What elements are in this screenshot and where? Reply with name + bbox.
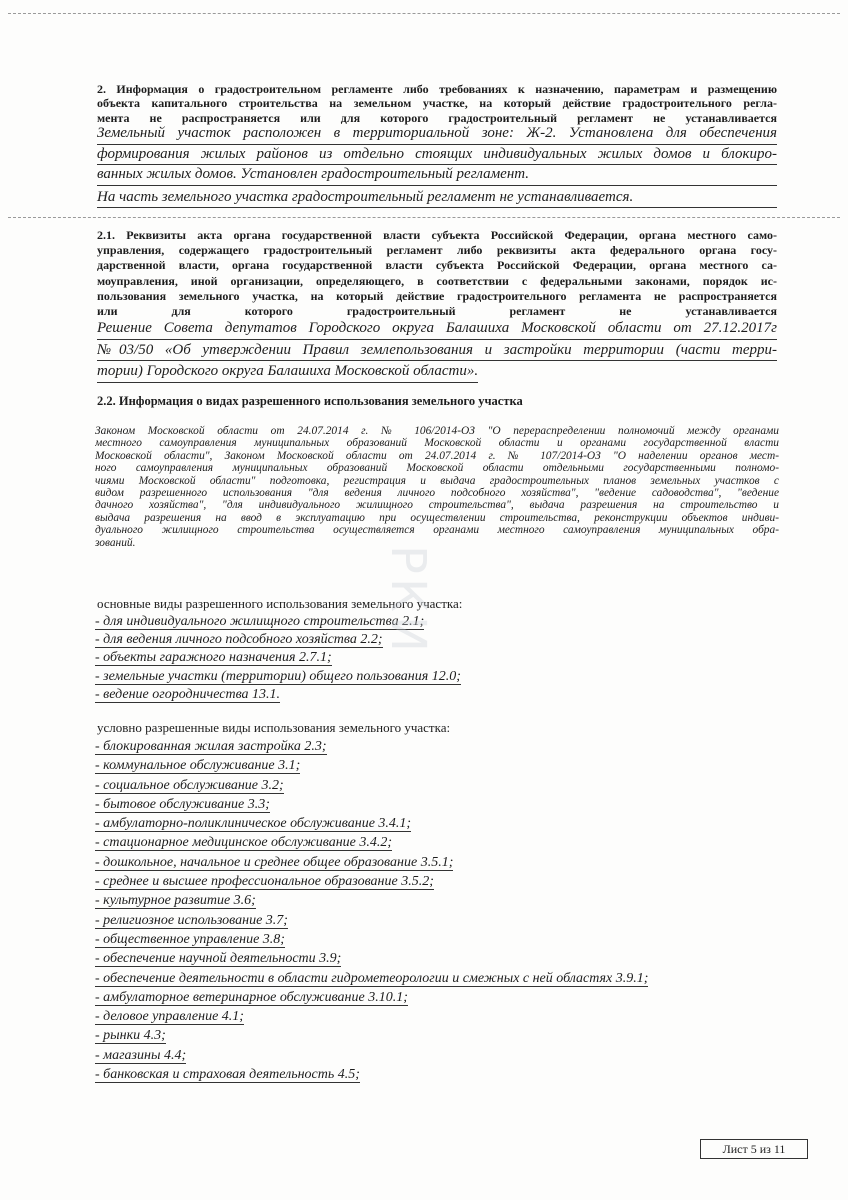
list-item: - обеспечение деятельности в области гидрометеорологии и смежных с ней областях 3.9.1; (95, 970, 649, 986)
list-item: - рынки 4.3; (95, 1028, 166, 1044)
list-item: - религиозное использование 3.7; (95, 912, 288, 928)
section-2-1-line: дарственной власти, органа государственной власти субъекта Российской Федерации, органа местного са- (97, 258, 777, 273)
list-item: - бытовое обслуживание 3.3; (95, 796, 270, 812)
list-item: - объекты гаражного назначения 2.7.1; (95, 650, 332, 666)
list-item: - для индивидуального жилищного строительства 2.1; (95, 614, 425, 629)
list-item: - земельные участки (территории) общего пользования 12.0; (95, 668, 461, 684)
list-item: - среднее и высшее профессиональное образование 3.5.2; (95, 874, 434, 890)
list-item: - блокированная жилая застройка 2.3; (95, 739, 327, 754)
law-line: Московской области", Законом Московской области от 24.07.2014 г. № 107/2014-ОЗ "О наделении органов мест- (95, 449, 779, 462)
list-item: - деловое управление 4.1; (95, 1009, 244, 1025)
section-2-1-line: или для которого градостроительный регламент не устанавливается (97, 304, 777, 319)
law-line: зований. (95, 536, 136, 549)
conditional-uses-heading: условно разрешенные виды использования земельного участка: (97, 720, 451, 735)
section-2-line: мента не распространяется или для которого градостроительный регламент не устанавливается (97, 110, 777, 125)
list-item: - ведение огородничества 13.1. (95, 686, 281, 702)
top-divider (8, 13, 840, 14)
sheet-number-box: Лист 5 из 11 (700, 1139, 808, 1159)
main-uses-heading: основные виды разрешенного использования земельного участка: (97, 596, 463, 611)
list-item: - магазины 4.4; (95, 1047, 187, 1063)
watermark: РКИ (380, 545, 436, 656)
list-item: - стационарное медицинское обслуживание 3.4.2; (95, 835, 393, 851)
law-line: выдача разрешения на ввод в эксплуатацию при осуществлении строительства, реконструкции объектов индиви- (95, 511, 779, 524)
list-item: - амбулаторно-поликлиническое обслуживание 3.4.1; (95, 816, 412, 832)
list-item: - дошкольное, начальное и среднее общее образование 3.5.1; (95, 854, 454, 870)
law-line: местного самоуправления муниципальных образований Московской области и органами государственной власти (95, 437, 779, 450)
section-2-line: объекта капитального строительства на земельном участке, на который действие градостроительного регла- (97, 96, 777, 111)
section-2-2-heading: 2.2. Информация о видах разрешенного использования земельного участка (97, 394, 523, 408)
section-2-1-answer-line: №03/50 «Об утверждении Правил землепользования и застройки территории (части терри- (97, 340, 777, 362)
list-item: - для ведения личного подсобного хозяйства 2.2; (95, 632, 383, 648)
list-item: - амбулаторное ветеринарное обслуживание 3.10.1; (95, 989, 408, 1005)
section-2-answer-line: ванных жилых домов. Установлен градостроительный регламент. (97, 165, 777, 186)
conditional-uses-list (95, 737, 648, 1084)
section-2-1-line: моуправления, иной организации, определяющего, в соответствии с федеральными законами, порядок ис- (97, 273, 777, 288)
section-2-line: 2. Информация о градостроительном регламенте либо требованиях к назначению, параметрам и размещению (97, 82, 777, 96)
law-line: дачного хозяйства", "для индивидуального жилищного строительства", выдача разрешения на строительство и (95, 499, 779, 512)
section-2-answer-line: формирования жилых районов из отдельно стоящих индивидуальных жилых домов и блокиро- (97, 145, 777, 166)
section-2-answer (97, 124, 777, 208)
section-2-1-line: пользования земельного участка, на который действие градостроительного регламента не распространяется (97, 288, 777, 303)
list-item: - коммунальное обслуживание 3.1; (95, 758, 301, 774)
section-2-1-answer-line: тории) Городского округа Балашиха Московской области». (97, 361, 478, 383)
section-2-1-line: 2.1. Реквизиты акта органа государственной власти субъекта Российской Федерации, органа местного само- (97, 228, 777, 242)
list-item: - социальное обслуживание 3.2; (95, 777, 284, 793)
law-line: чиями Московской области" подготовка, регистрация и выдача градостроительных планов земельных участков с (95, 474, 779, 487)
section-2-answer-line: На часть земельного участка градостроительный регламент не устанавливается. (97, 188, 777, 209)
list-item: - культурное развитие 3.6; (95, 893, 256, 909)
section-2-1-answer (97, 318, 777, 383)
section-2-1-line: управления, содержащего градостроительный регламент либо реквизиты акта федерального органа госу- (97, 243, 777, 258)
law-line: дуального жилищного строительства осуществляется органами местного самоуправления муниципальных обра- (95, 524, 779, 537)
list-item: - общественное управление 3.8; (95, 931, 285, 947)
law-line: видом разрешенного использования "для ведения личного подсобного хозяйства", "ведение садоводства", "ведение (95, 487, 779, 500)
law-line: Законом Московской области от 24.07.2014 г. № 106/2014-ОЗ "О перераспределении полномочий между органами (95, 425, 779, 437)
section-divider (8, 217, 840, 218)
section-2-1-heading (97, 228, 777, 319)
list-item: - банковская и страховая деятельность 4.5; (95, 1067, 360, 1083)
law-line: ного самоуправления муниципальных образований Московской области отдельными государственными полномо- (95, 462, 779, 475)
section-2-1-answer-line: Решение Совета депутатов Городского округа Балашиха Московской области от 27.12.2017г (97, 318, 777, 340)
section-2-answer-line: Земельный участок расположен в территориальной зоне: Ж-2. Установлена для обеспечения (97, 124, 777, 145)
list-item: - обеспечение научной деятельности 3.9; (95, 951, 342, 967)
law-reference-paragraph (95, 425, 779, 549)
section-2-heading (97, 82, 777, 125)
